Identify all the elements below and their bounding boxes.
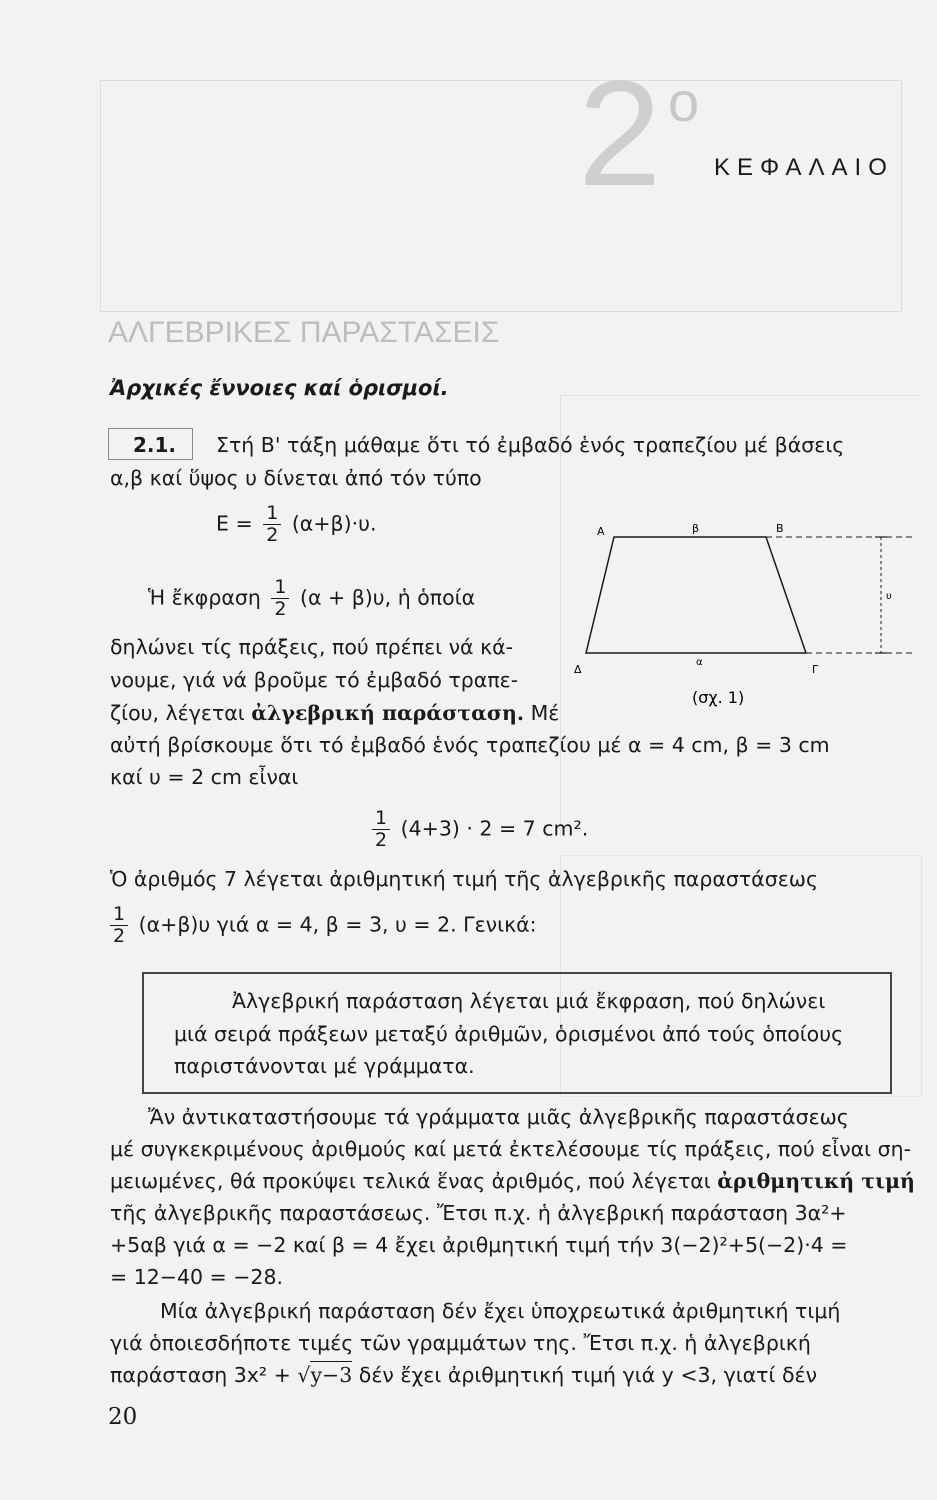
chapter-number: 2 <box>578 49 662 217</box>
p5-line1: Μία ἀλγεβρική παράσταση δέν ἔχει ὑποχρεωτικά ἀριθμητική τιμή <box>160 1299 841 1323</box>
fraction-half <box>110 904 128 947</box>
label-Delta: Δ <box>574 663 582 676</box>
p2-line2: δηλώνει τίς πράξεις, πού πρέπει νά κά- <box>110 635 514 659</box>
p2-line1 <box>148 577 475 620</box>
square-root: √y−3 <box>297 1363 353 1387</box>
p2-line1-post: (α + β)υ, ἡ ὁποία <box>300 585 476 610</box>
p4-line6: = 12−40 = −28. <box>110 1265 284 1289</box>
definition-box <box>142 972 892 1094</box>
fraction-numerator: 1 <box>372 808 390 830</box>
label-A: A <box>597 525 605 538</box>
p2-line6: καί υ = 2 cm εἶναι <box>110 765 299 789</box>
formula-example <box>368 808 588 851</box>
label-B: B <box>776 522 784 535</box>
fraction-denominator: 2 <box>274 598 287 620</box>
p4-line3 <box>110 1166 915 1196</box>
term-algebraic-expression: ἀλγεβρική παράσταση. <box>251 701 525 725</box>
p3-line1: Ὁ ἀριθμός 7 λέγεται ἀριθμητική τιμή τῆς ἀλγεβρικῆς παραστάσεως <box>110 867 818 891</box>
fraction-half <box>372 808 390 851</box>
p2-line3: νουμε, γιά νά βροῦμε τό ἐμβαδό τραπε- <box>110 668 519 692</box>
p5-line3-post: δέν ἔχει ἀριθμητική τιμή γιά y <3, γιατί δέν <box>358 1363 818 1387</box>
fraction-denominator: 2 <box>375 829 388 851</box>
fraction-half <box>271 577 289 620</box>
chapter-degree-mark: ο <box>668 70 700 133</box>
fraction-denominator: 2 <box>113 925 126 947</box>
p1-line1: Στή Β' τάξη μάθαμε ὅτι τό ἐμβαδό ἑνός τραπεζίου μέ βάσεις <box>216 433 845 457</box>
label-beta: β <box>692 522 700 535</box>
p4-line2: μέ συγκεκριμένους ἀριθμούς καί μετά ἐκτελέσουμε τίς πράξεις, πού εἶναι ση- <box>110 1137 912 1161</box>
p4-line4: τῆς ἀλγεβρικῆς παραστάσεως. Ἔτσι π.χ. ἡ ἀλγεβρική παράσταση 3α²+ <box>110 1201 847 1225</box>
definition-line2: μιά σειρά πράξεων μεταξύ ἀριθμῶν, ὁρισμένοι ἀπό τούς ὁποίους <box>174 1022 844 1046</box>
subsection-title: Ἀρχικές ἔννοιες καί ὁρισμοί. <box>110 376 449 400</box>
formula-area <box>216 503 376 546</box>
trapezoid-figure <box>570 515 915 730</box>
p5-line3 <box>110 1360 817 1390</box>
label-alpha: α <box>696 657 703 668</box>
term-numeric-value: ἀριθμητική τιμή <box>717 1169 915 1193</box>
formula-area-rhs: (α+β)·υ. <box>291 511 377 536</box>
definition-line3: παριστάνονται μέ γράμματα. <box>174 1054 475 1078</box>
fraction-numerator: 1 <box>271 577 289 599</box>
fraction-denominator: 2 <box>266 524 279 546</box>
p2-line5: αὐτή βρίσκουμε ὅτι τό ἐμβαδό ἑνός τραπεζίου μέ α = 4 cm, β = 3 cm <box>110 733 830 757</box>
p4-line3-pre: μειωμένες, θά προκύψει τελικά ἕνας ἀριθμός, πού λέγεται <box>110 1169 711 1193</box>
section-title: ΑΛΓΕΒΡΙΚΕΣ ΠΑΡΑΣΤΑΣΕΙΣ <box>108 316 500 349</box>
p2-line1-pre: Ἡ ἔκφραση <box>148 585 261 610</box>
p4-line5: +5αβ γιά α = −2 καί β = 4 ἔχει ἀριθμητική τιμή τήν 3(−2)²+5(−2)·4 = <box>110 1233 848 1257</box>
fraction-numerator: 1 <box>110 904 128 926</box>
fraction-numerator: 1 <box>263 503 281 525</box>
definition-line1: Ἀλγεβρική παράσταση λέγεται μιά ἔκφραση, πού δηλώνει <box>232 989 826 1013</box>
trapezoid-shape <box>586 537 806 653</box>
p4-line1: Ἄν ἀντικαταστήσουμε τά γράμματα μιᾶς ἀλγεβρικῆς παραστάσεως <box>148 1105 849 1129</box>
chapter-label: ΚΕΦΑΛΑΙΟ <box>714 154 894 181</box>
p2-line4-post: Μέ <box>530 701 560 725</box>
formula-area-lhs: E = <box>216 511 253 536</box>
square-root-radicand: y−3 <box>310 1363 353 1387</box>
p2-line4-pre: ζίου, λέγεται <box>110 701 245 725</box>
label-upsilon: υ <box>886 591 892 602</box>
fraction-half <box>263 503 281 546</box>
label-Gamma: Γ <box>812 663 819 676</box>
p2-line4 <box>110 698 559 728</box>
page-number: 20 <box>108 1404 138 1430</box>
formula-example-body: (4+3) · 2 = 7 cm². <box>400 816 589 841</box>
p1-line2: α,β καί ὕψος υ δίνεται ἀπό τόν τύπο <box>110 466 482 490</box>
paragraph-number: 2.1. <box>108 428 193 460</box>
figure-caption: (σχ. 1) <box>692 688 745 707</box>
p5-line3-pre: παράσταση 3x² + <box>110 1363 291 1387</box>
p3-line2 <box>110 904 537 947</box>
p5-line2: γιά ὁποιεσδήποτε τιμές τῶν γραμμάτων της. Ἔτσι π.χ. ἡ ἀλγεβρική <box>110 1331 811 1355</box>
p3-line2-text: (α+β)υ γιά α = 4, β = 3, υ = 2. Γενικά: <box>138 912 537 937</box>
